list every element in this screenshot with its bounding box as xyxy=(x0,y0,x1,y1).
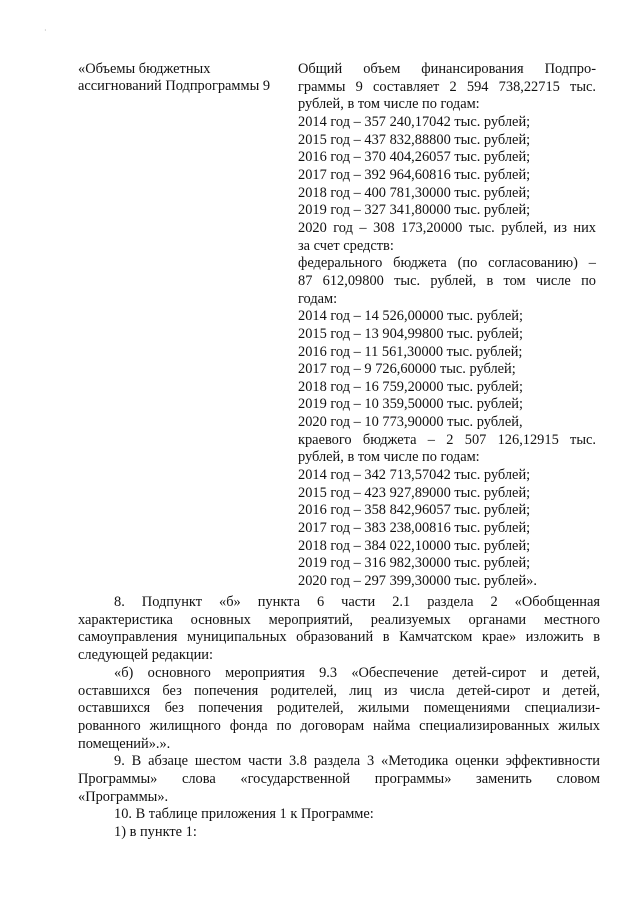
budget-value-line: 2017 год – 392 964,60816 тыс. рублей; xyxy=(298,166,531,183)
budget-value-line: федерального бюджета (по согласованию) – xyxy=(298,255,596,272)
body-text-line: оставшихся без попечения родителей, жилыми помещениями специализи- xyxy=(78,700,600,717)
budget-value-line: 2015 год – 13 904,99800 тыс. рублей; xyxy=(298,325,523,342)
budget-value-line: 2016 год – 358 842,96057 тыс. рублей; xyxy=(298,502,531,519)
budget-value-line: Общий объем финансирования Подпро- xyxy=(298,61,596,77)
budget-value-line: 2014 год – 357 240,17042 тыс. рублей; xyxy=(298,113,531,130)
budget-table-label-cell xyxy=(78,61,283,95)
budget-value-line: 2017 год – 9 726,60000 тыс. рублей; xyxy=(298,361,516,378)
body-text-line: 10. В таблице приложения 1 к Программе: xyxy=(114,806,374,823)
body-text-line: характеристика основных мероприятий, реализуемых органами местного xyxy=(78,611,600,628)
label-line: «Объемы бюджетных xyxy=(78,61,211,77)
body-text-line: помещений».». xyxy=(78,735,171,752)
body-text-line: следующей редакции: xyxy=(78,647,213,664)
budget-value-line: 2018 год – 384 022,10000 тыс. рублей; xyxy=(298,537,531,554)
budget-value-line: за счет средств: xyxy=(298,237,394,254)
budget-table-value-cell xyxy=(298,61,596,591)
budget-value-line: краевого бюджета – 2 507 126,12915 тыс. xyxy=(298,431,596,448)
budget-value-line: 2020 год – 308 173,20000 тыс. рублей, из них xyxy=(298,219,596,236)
budget-value-line: 2019 год – 10 359,50000 тыс. рублей; xyxy=(298,396,523,413)
budget-value-line: 2020 год – 297 399,30000 тыс. рублей». xyxy=(298,573,537,590)
body-text-line: оставшихся без попечения родителей, лиц из числа детей-сирот и детей, xyxy=(78,682,600,699)
budget-value-line: 2015 год – 423 927,89000 тыс. рублей; xyxy=(298,484,531,501)
budget-value-line: 2019 год – 316 982,30000 тыс. рублей; xyxy=(298,555,531,572)
budget-value-line: 2017 год – 383 238,00816 тыс. рублей; xyxy=(298,520,531,537)
document-body xyxy=(78,594,600,842)
budget-value-line: рублей, в том числе по годам: xyxy=(298,449,480,466)
budget-value-line: 2019 год – 327 341,80000 тыс. рублей; xyxy=(298,202,531,219)
budget-value-line: 2016 год – 370 404,26057 тыс. рублей; xyxy=(298,149,531,166)
body-text-line: 1) в пункте 1: xyxy=(114,824,197,841)
body-text-line: «б) основного мероприятия 9.3 «Обеспечение детей-сирот и детей, xyxy=(114,664,600,681)
body-text-line: 8. Подпункт «б» пункта 6 части 2.1 раздела 2 «Обобщенная xyxy=(114,594,600,610)
body-text-line: 9. В абзаце шестом части 3.8 раздела 3 «Методика оценки эффективности xyxy=(114,753,600,770)
budget-value-line: рублей, в том числе по годам: xyxy=(298,96,480,113)
budget-value-line: 2018 год – 16 759,20000 тыс. рублей; xyxy=(298,378,523,395)
budget-value-line: 2018 год – 400 781,30000 тыс. рублей; xyxy=(298,184,531,201)
budget-value-line: 2014 год – 342 713,57042 тыс. рублей; xyxy=(298,467,531,484)
body-text-line: «Программы». xyxy=(78,788,169,805)
budget-value-line: 2015 год – 437 832,88800 тыс. рублей; xyxy=(298,131,531,148)
budget-value-line: граммы 9 составляет 2 594 738,22715 тыс. xyxy=(298,78,596,95)
budget-value-line: 2016 год – 11 561,30000 тыс. рублей; xyxy=(298,343,523,360)
scan-speck: · xyxy=(44,26,47,35)
label-line: ассигнований Подпрограммы 9 xyxy=(78,78,271,94)
body-text-line: рованного жилищного фонда по договорам найма специализированных жилых xyxy=(78,717,600,734)
body-text-line: самоуправления муниципальных образований в Камчатском крае» изложить в xyxy=(78,629,600,646)
budget-value-line: 2020 год – 10 773,90000 тыс. рублей, xyxy=(298,414,523,431)
budget-value-line: 87 612,09800 тыс. рублей, в том числе по xyxy=(298,272,596,289)
budget-value-line: годам: xyxy=(298,290,338,307)
budget-value-line: 2014 год – 14 526,00000 тыс. рублей; xyxy=(298,308,523,325)
body-text-line: Программы» слова «государственной программы» заменить словом xyxy=(78,771,600,788)
